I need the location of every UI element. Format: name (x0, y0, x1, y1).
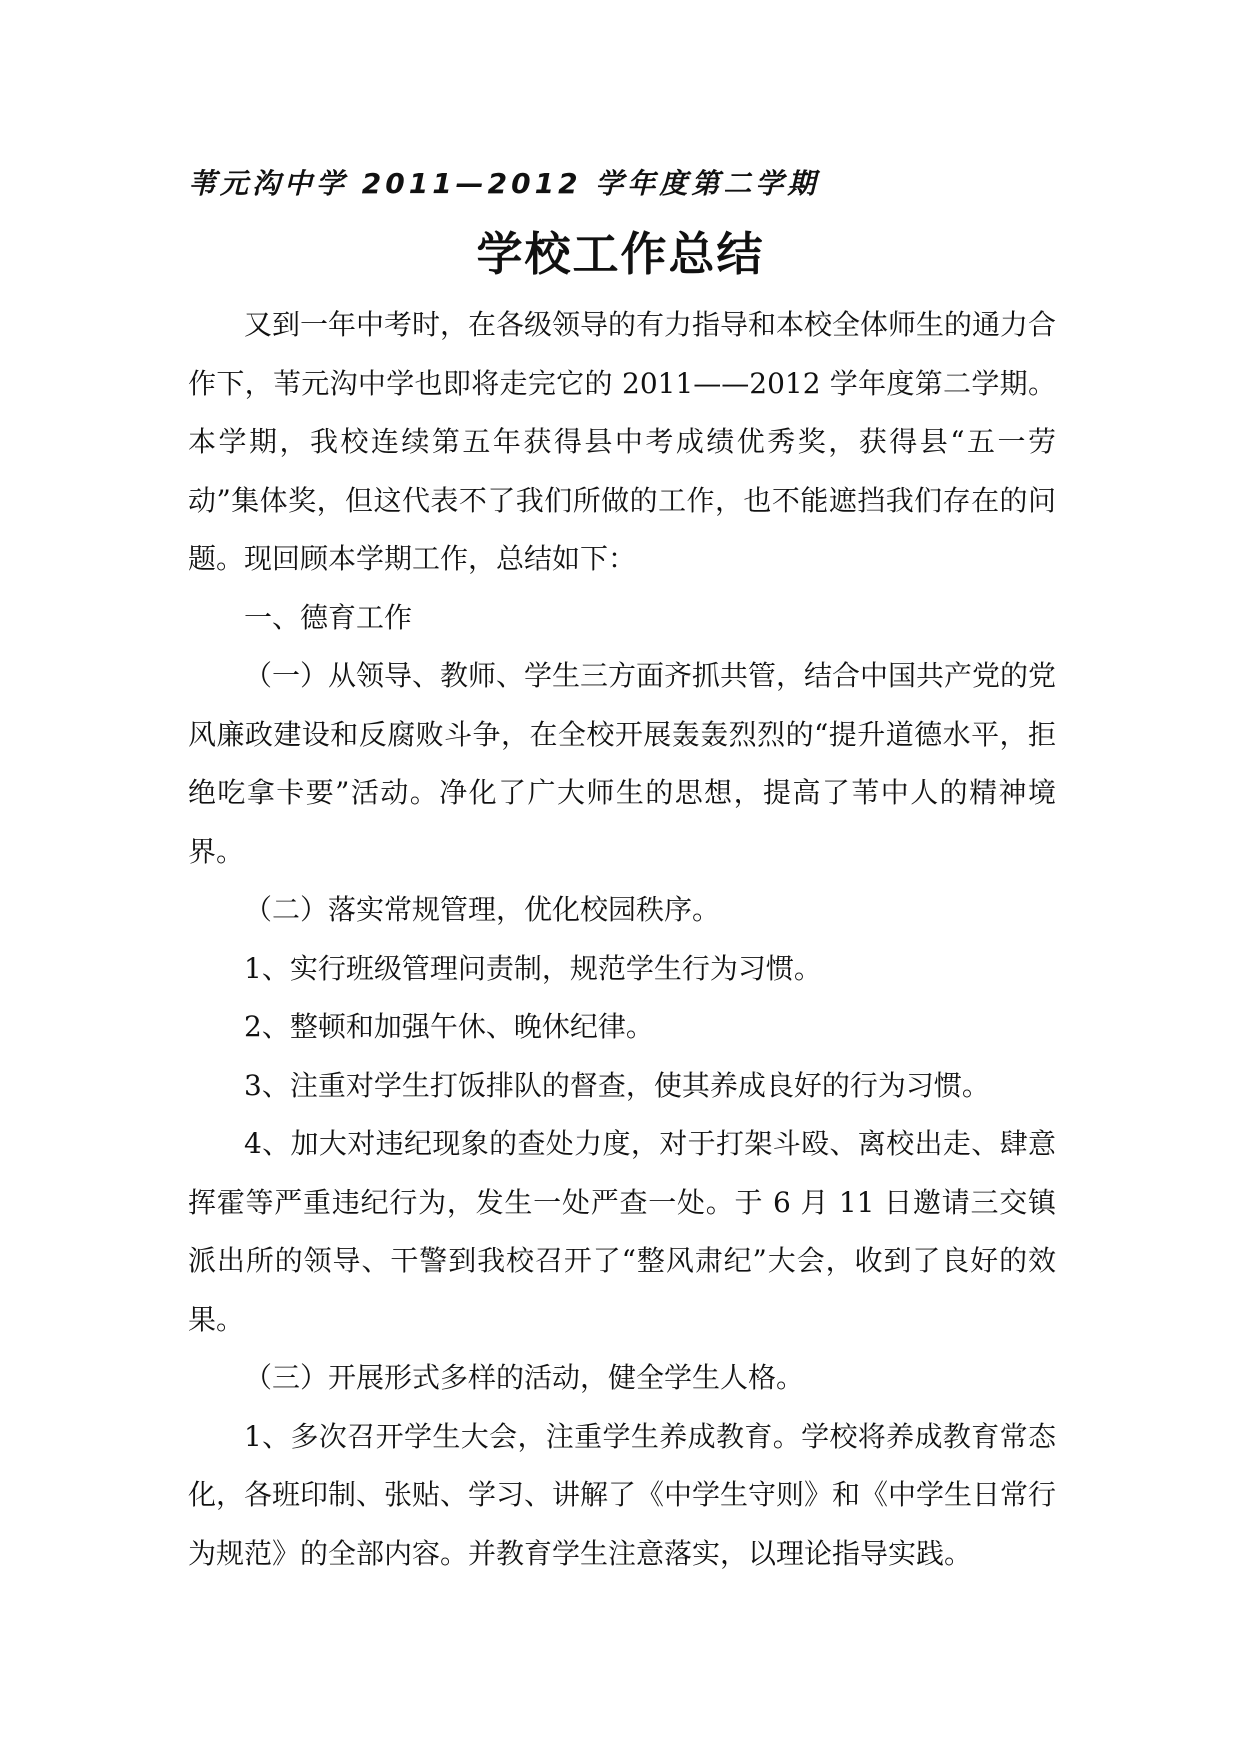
paragraph-subsection-1: （一）从领导、教师、学生三方面齐抓共管，结合中国共产党的党风廉政建设和反腐败斗争，在全校开展轰轰烈烈的“提升道德水平，拒绝吃拿卡要”活动。净化了广大师生的思想，提高了苇中人的精神境界。 (188, 659, 1057, 868)
list-item-1: 1、实行班级管理问责制，规范学生行为习惯。 (244, 951, 822, 985)
paragraph-intro: 又到一年中考时，在各级领导的有力指导和本校全体师生的通力合作下，苇元沟中学也即将走完它的 2011——2012 学年度第二学期。本学期，我校连续第五年获得县中考成绩优秀奖，获得县“五一劳动”集体奖，但这代表不了我们所做的工作，也不能遮挡我们存在的问题。现回顾本学期工作，总结如下： (188, 308, 1057, 575)
list-item-3: 3、注重对学生打饭排队的督查，使其养成良好的行为习惯。 (244, 1068, 990, 1102)
document-title: 学校工作总结 (476, 227, 765, 281)
list-item-2: 2、整顿和加强午休、晚休纪律。 (244, 1010, 654, 1043)
list-item-5: 1、多次召开学生大会，注重学生养成教育。学校将养成教育常态化，各班印制、张贴、学习、讲解了《中学生守则》和《中学生日常行为规范》的全部内容。并教育学生注意落实，以理论指导实践。 (188, 1419, 1057, 1570)
paragraph-subsection-2: （二）落实常规管理，优化校园秩序。 (244, 893, 721, 926)
list-item-4: 4、加大对违纪现象的查处力度，对于打架斗殴、离校出走、肆意挥霍等严重违纪行为，发生一处严查一处。于 6 月 11 日邀请三交镇派出所的领导、干警到我校召开了“整风肃纪”大会，收到了良好的效果。 (188, 1127, 1056, 1336)
document-header: 苇元沟中学 2011—2012 学年度第二学期 (188, 167, 820, 200)
document-body (188, 296, 1056, 1583)
section-heading-moral-education: 一、德育工作 (244, 600, 413, 634)
paragraph-subsection-3: （三）开展形式多样的活动，健全学生人格。 (244, 1361, 805, 1394)
